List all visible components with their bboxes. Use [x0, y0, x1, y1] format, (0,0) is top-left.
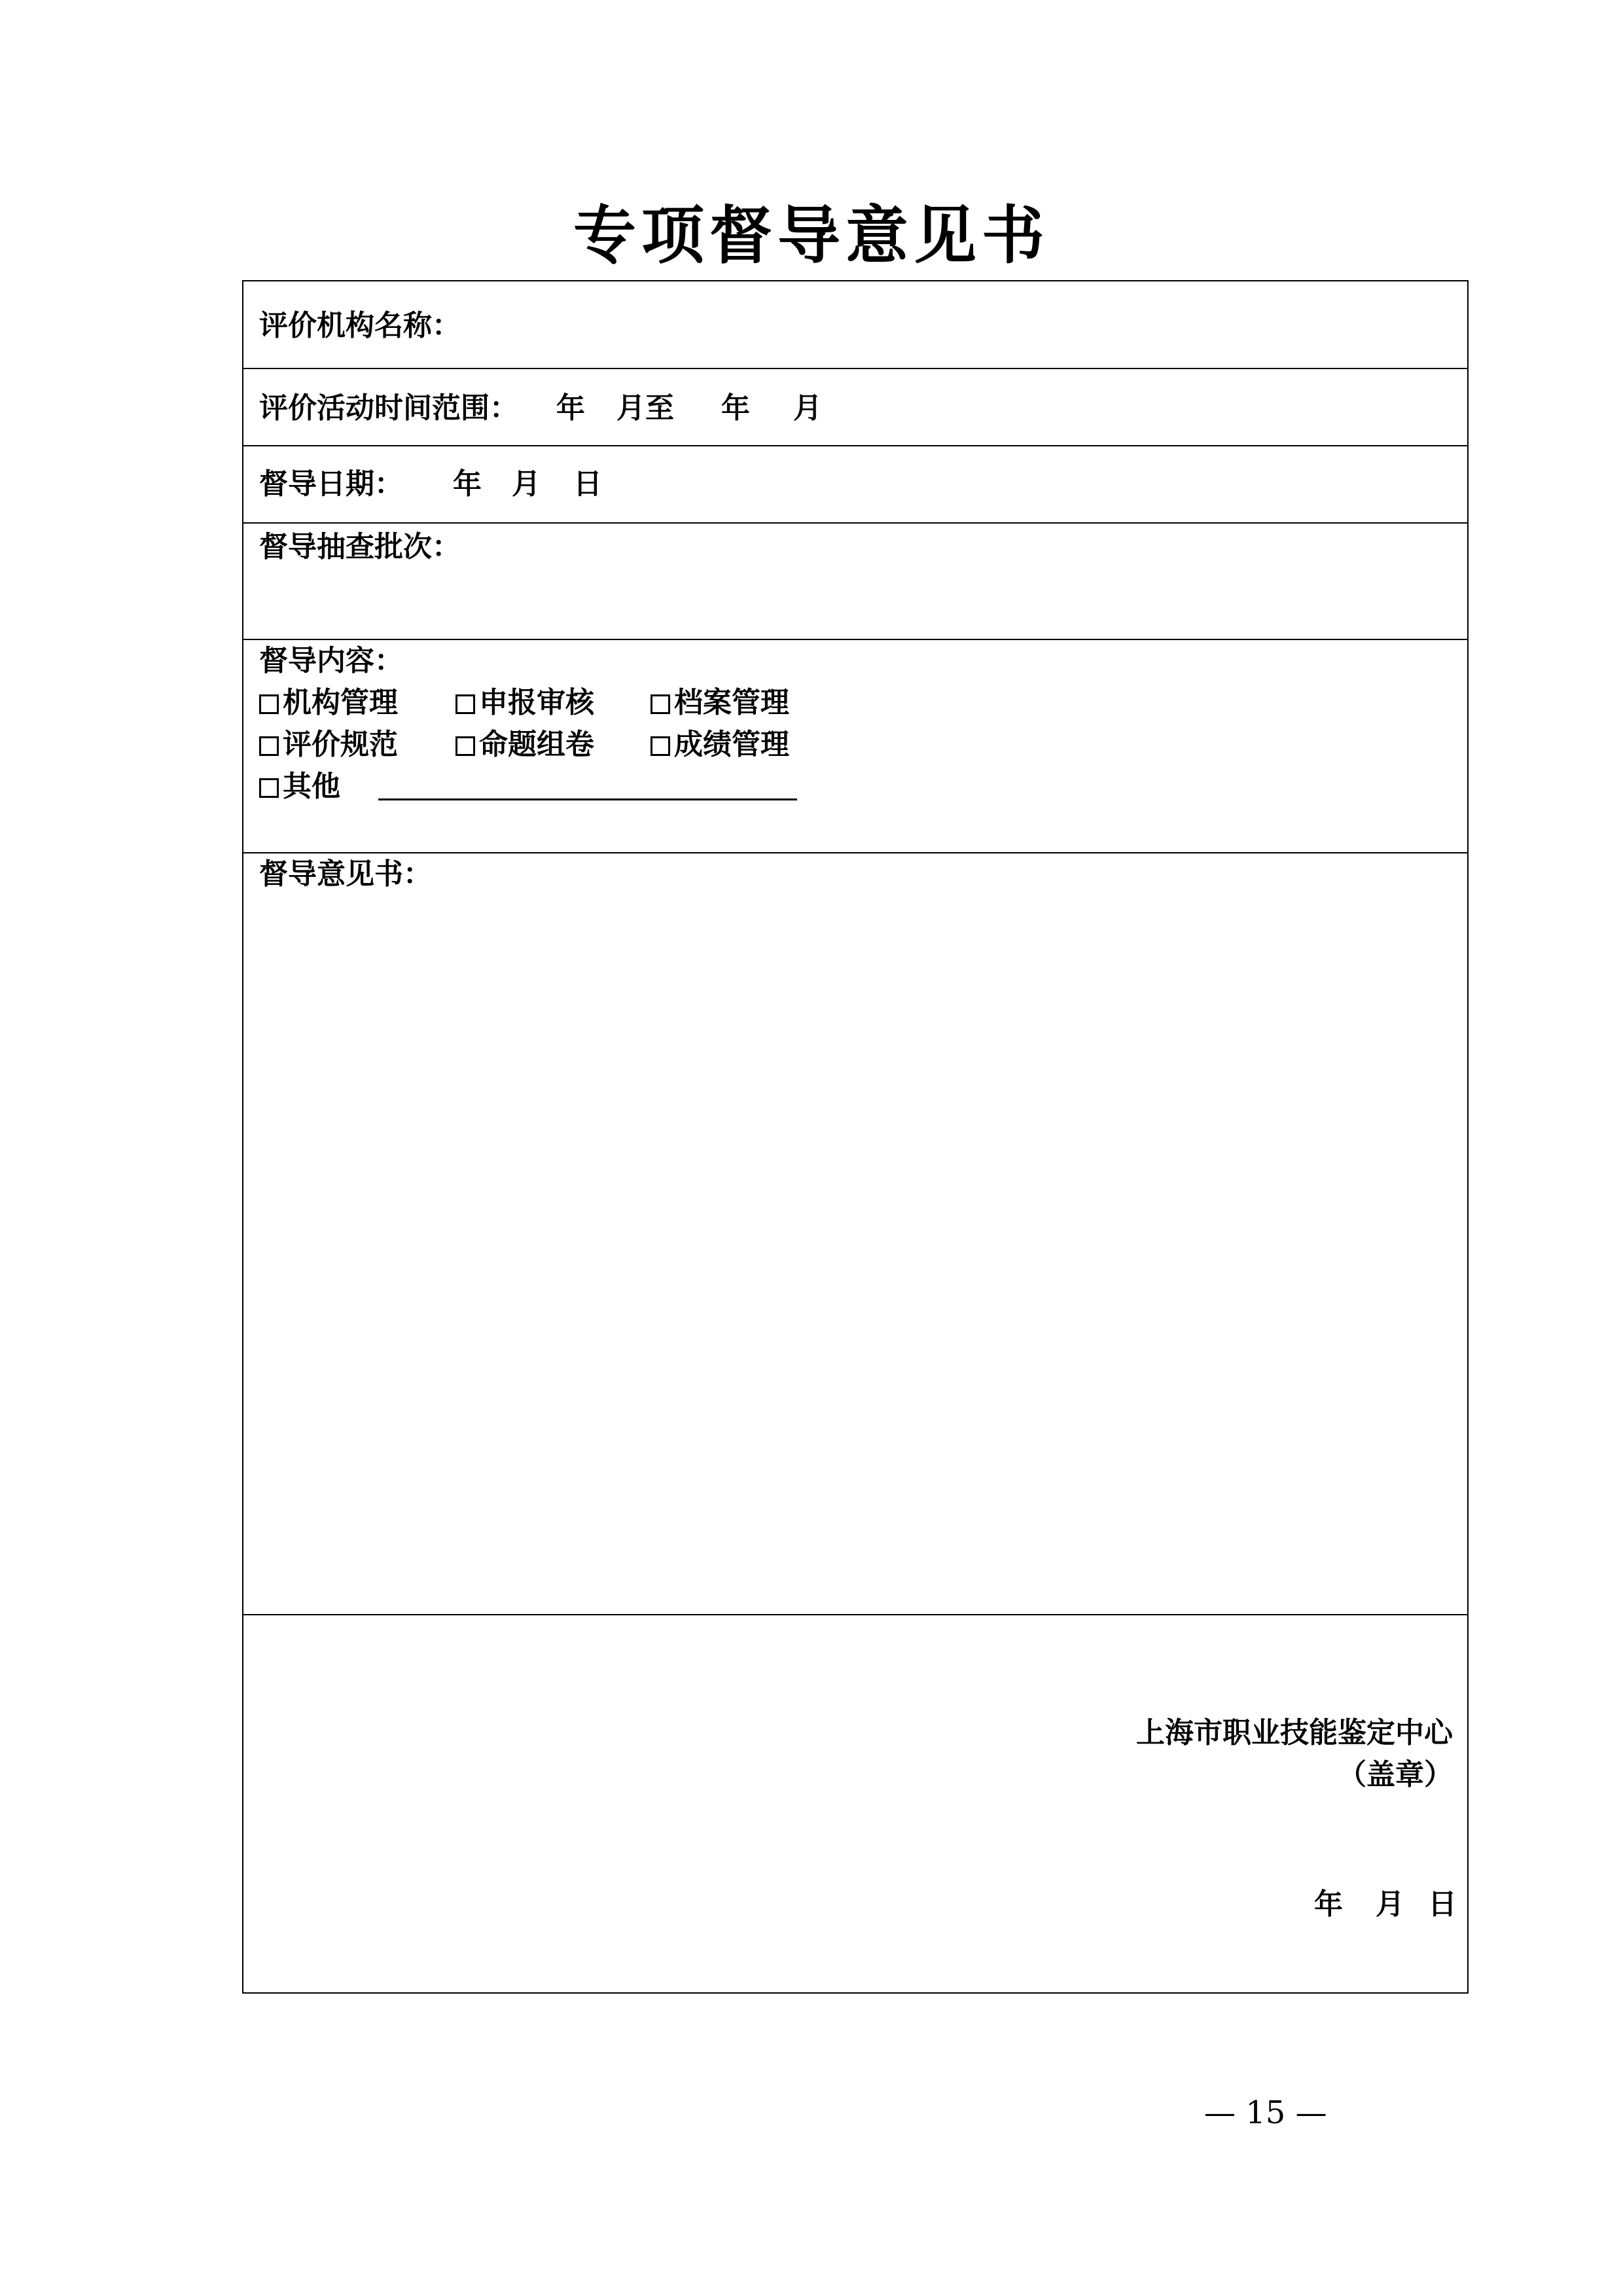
- signature-row: [243, 1615, 1467, 1995]
- sign-day: 日: [1428, 1888, 1457, 1921]
- batch-label: 督导抽查批次：: [259, 530, 461, 564]
- issuer-name: 上海市职业技能鉴定中心: [1136, 1716, 1453, 1749]
- option-institution-management[interactable]: 机构管理: [259, 685, 398, 721]
- period-from-year: 年: [556, 391, 585, 425]
- option-question-composition[interactable]: 命题组卷: [455, 726, 594, 763]
- period-to-year: 年: [721, 391, 750, 425]
- supervision-date-label: 督导日期：: [259, 467, 403, 501]
- content-label: 督导内容：: [259, 644, 403, 677]
- checkbox-icon: [259, 778, 279, 798]
- supervision-date-month: 月: [512, 467, 541, 501]
- checkbox-icon: [651, 736, 670, 756]
- option-evaluation-standard[interactable]: 评价规范: [259, 726, 398, 763]
- supervision-date-year: 年: [453, 467, 482, 501]
- checkbox-icon: [651, 694, 670, 714]
- supervision-date-day: 日: [573, 467, 602, 501]
- other-underline[interactable]: [378, 798, 797, 800]
- activity-period-label: 评价活动时间范围：: [259, 391, 518, 425]
- sign-year: 年: [1314, 1888, 1343, 1921]
- content-row: [243, 640, 1467, 853]
- institution-name-label: 评价机构名称：: [259, 309, 461, 342]
- checkbox-icon: [259, 694, 279, 714]
- activity-period-row: [243, 369, 1467, 446]
- option-application-review[interactable]: 申报审核: [455, 685, 594, 721]
- checkbox-icon: [455, 736, 475, 756]
- batch-row: [243, 524, 1467, 640]
- seal-note: （盖章）: [1338, 1758, 1453, 1791]
- option-score-management[interactable]: 成绩管理: [651, 726, 789, 763]
- checkbox-icon: [455, 694, 475, 714]
- checkbox-icon: [259, 736, 279, 756]
- page-title: 专项督导意见书: [573, 198, 1050, 272]
- opinion-row: [243, 853, 1467, 1615]
- opinion-label: 督导意见书：: [259, 857, 432, 891]
- option-archive-management[interactable]: 档案管理: [651, 685, 789, 721]
- page-number: — 15 —: [1204, 2094, 1327, 2131]
- option-other[interactable]: 其他: [259, 768, 340, 805]
- period-from-month: 月至: [616, 391, 674, 425]
- sign-month: 月: [1376, 1888, 1404, 1921]
- period-to-month: 月: [793, 391, 822, 425]
- institution-name-row: [243, 281, 1467, 369]
- supervision-date-row: [243, 446, 1467, 524]
- supervision-form: [242, 280, 1469, 1994]
